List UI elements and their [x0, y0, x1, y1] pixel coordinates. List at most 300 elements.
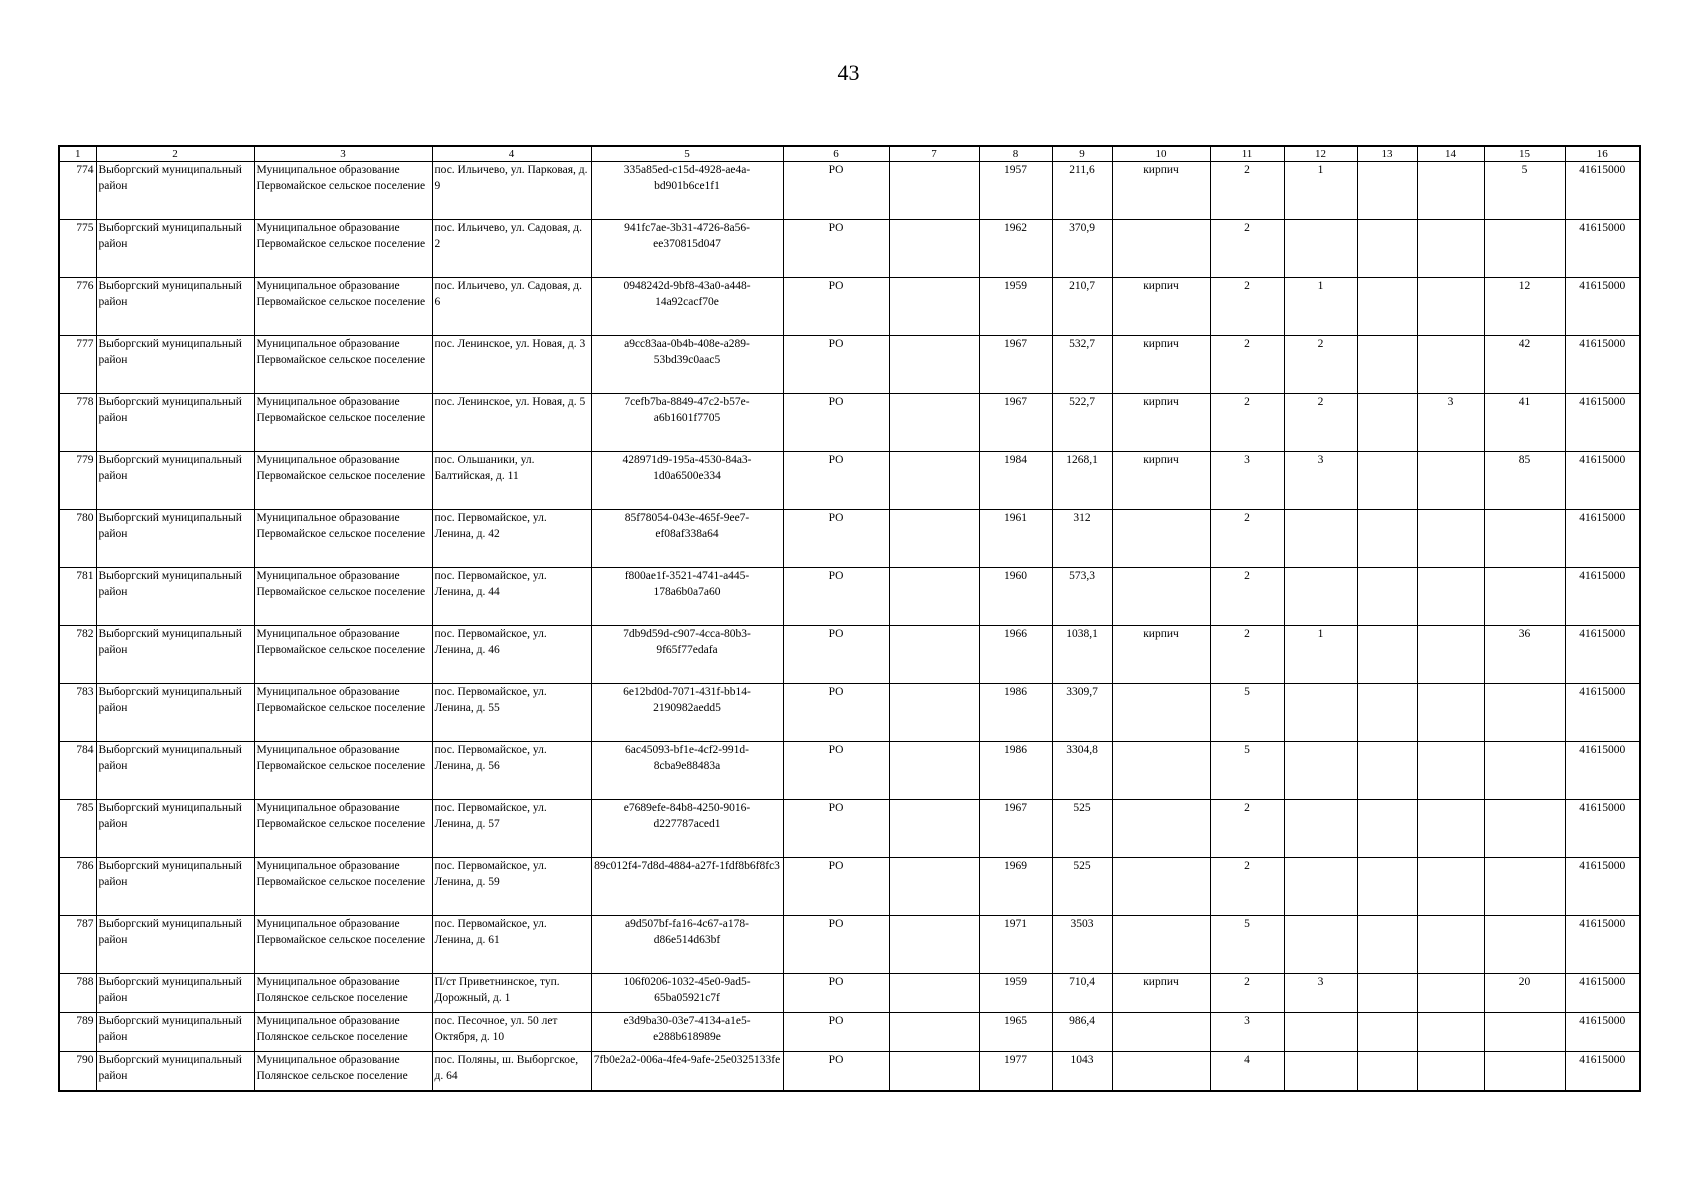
- cell-col-3: Муниципальное образование Первомайское сельское поселение: [254, 742, 432, 800]
- cell-col-13: [1357, 336, 1417, 394]
- cell-col-6: РО: [783, 336, 889, 394]
- column-header-6: 6: [783, 146, 889, 162]
- cell-col-7: [889, 974, 979, 1013]
- cell-col-12: 1: [1284, 626, 1357, 684]
- cell-col-5: 6ac45093-bf1e-4cf2-991d-8cba9e88483a: [591, 742, 783, 800]
- cell-col-15: 20: [1484, 974, 1565, 1013]
- cell-col-13: [1357, 800, 1417, 858]
- cell-col-16: 41615000: [1565, 278, 1640, 336]
- cell-col-5: 7db9d59d-c907-4cca-80b3-9f65f77edafa: [591, 626, 783, 684]
- cell-col-4: пос. Первомайское, ул. Ленина, д. 44: [432, 568, 591, 626]
- cell-col-5: e7689efe-84b8-4250-9016-d227787aced1: [591, 800, 783, 858]
- cell-col-1: 782: [59, 626, 96, 684]
- cell-col-3: Муниципальное образование Первомайское сельское поселение: [254, 162, 432, 220]
- table-row: [59, 220, 1640, 278]
- cell-col-14: [1417, 1052, 1484, 1092]
- cell-col-1: 780: [59, 510, 96, 568]
- cell-col-4: пос. Первомайское, ул. Ленина, д. 59: [432, 858, 591, 916]
- cell-col-9: 525: [1052, 858, 1112, 916]
- housing-registry-table: [58, 145, 1641, 1092]
- cell-col-13: [1357, 858, 1417, 916]
- cell-col-14: [1417, 742, 1484, 800]
- cell-col-3: Муниципальное образование Первомайское сельское поселение: [254, 220, 432, 278]
- cell-col-2: Выборгский муниципальный район: [96, 858, 254, 916]
- cell-col-15: [1484, 1052, 1565, 1092]
- cell-col-9: 210,7: [1052, 278, 1112, 336]
- cell-col-5: a9d507bf-fa16-4c67-a178-d86e514d63bf: [591, 916, 783, 974]
- table-row: [59, 742, 1640, 800]
- cell-col-15: 42: [1484, 336, 1565, 394]
- cell-col-3: Муниципальное образование Первомайское сельское поселение: [254, 858, 432, 916]
- cell-col-12: [1284, 568, 1357, 626]
- table-row: [59, 336, 1640, 394]
- cell-col-8: 1977: [979, 1052, 1052, 1092]
- cell-col-10: [1112, 684, 1210, 742]
- cell-col-9: 312: [1052, 510, 1112, 568]
- cell-col-8: 1959: [979, 278, 1052, 336]
- cell-col-3: Муниципальное образование Первомайское сельское поселение: [254, 394, 432, 452]
- cell-col-13: [1357, 394, 1417, 452]
- cell-col-8: 1967: [979, 800, 1052, 858]
- column-header-15: 15: [1484, 146, 1565, 162]
- cell-col-7: [889, 800, 979, 858]
- cell-col-7: [889, 394, 979, 452]
- cell-col-14: [1417, 452, 1484, 510]
- cell-col-3: Муниципальное образование Первомайское сельское поселение: [254, 568, 432, 626]
- cell-col-12: 1: [1284, 162, 1357, 220]
- cell-col-13: [1357, 278, 1417, 336]
- cell-col-13: [1357, 1013, 1417, 1052]
- cell-col-7: [889, 510, 979, 568]
- cell-col-16: 41615000: [1565, 858, 1640, 916]
- table-body: [59, 162, 1640, 1092]
- cell-col-16: 41615000: [1565, 568, 1640, 626]
- column-header-10: 10: [1112, 146, 1210, 162]
- cell-col-7: [889, 452, 979, 510]
- cell-col-3: Муниципальное образование Полянское сельское поселение: [254, 974, 432, 1013]
- cell-col-5: a9cc83aa-0b4b-408e-a289-53bd39c0aac5: [591, 336, 783, 394]
- cell-col-13: [1357, 510, 1417, 568]
- cell-col-9: 211,6: [1052, 162, 1112, 220]
- cell-col-4: пос. Первомайское, ул. Ленина, д. 55: [432, 684, 591, 742]
- cell-col-14: 3: [1417, 394, 1484, 452]
- cell-col-7: [889, 742, 979, 800]
- cell-col-10: [1112, 916, 1210, 974]
- cell-col-4: пос. Ильичево, ул. Парковая, д. 9: [432, 162, 591, 220]
- cell-col-1: 783: [59, 684, 96, 742]
- cell-col-13: [1357, 974, 1417, 1013]
- column-header-12: 12: [1284, 146, 1357, 162]
- cell-col-5: 335a85ed-c15d-4928-ae4a-bd901b6ce1f1: [591, 162, 783, 220]
- cell-col-2: Выборгский муниципальный район: [96, 1013, 254, 1052]
- cell-col-6: РО: [783, 1013, 889, 1052]
- cell-col-11: 5: [1210, 742, 1284, 800]
- cell-col-6: РО: [783, 626, 889, 684]
- cell-col-8: 1969: [979, 858, 1052, 916]
- cell-col-7: [889, 162, 979, 220]
- cell-col-16: 41615000: [1565, 742, 1640, 800]
- cell-col-12: 2: [1284, 336, 1357, 394]
- cell-col-1: 784: [59, 742, 96, 800]
- cell-col-10: кирпич: [1112, 394, 1210, 452]
- cell-col-10: кирпич: [1112, 278, 1210, 336]
- column-header-11: 11: [1210, 146, 1284, 162]
- cell-col-15: 5: [1484, 162, 1565, 220]
- cell-col-7: [889, 1052, 979, 1092]
- cell-col-9: 370,9: [1052, 220, 1112, 278]
- column-header-13: 13: [1357, 146, 1417, 162]
- cell-col-8: 1967: [979, 394, 1052, 452]
- cell-col-12: 1: [1284, 278, 1357, 336]
- cell-col-3: Муниципальное образование Полянское сельское поселение: [254, 1013, 432, 1052]
- cell-col-4: пос. Первомайское, ул. Ленина, д. 61: [432, 916, 591, 974]
- cell-col-5: e3d9ba30-03e7-4134-a1e5-e288b618989e: [591, 1013, 783, 1052]
- cell-col-12: [1284, 916, 1357, 974]
- cell-col-6: РО: [783, 162, 889, 220]
- cell-col-11: 4: [1210, 1052, 1284, 1092]
- cell-col-15: [1484, 1013, 1565, 1052]
- cell-col-11: 2: [1210, 974, 1284, 1013]
- cell-col-11: 2: [1210, 568, 1284, 626]
- cell-col-3: Муниципальное образование Первомайское сельское поселение: [254, 336, 432, 394]
- cell-col-4: пос. Ольшаники, ул. Балтийская, д. 11: [432, 452, 591, 510]
- cell-col-2: Выборгский муниципальный район: [96, 626, 254, 684]
- cell-col-12: [1284, 1013, 1357, 1052]
- column-header-8: 8: [979, 146, 1052, 162]
- cell-col-2: Выборгский муниципальный район: [96, 684, 254, 742]
- table-row: [59, 162, 1640, 220]
- cell-col-10: [1112, 220, 1210, 278]
- cell-col-16: 41615000: [1565, 510, 1640, 568]
- cell-col-12: [1284, 1052, 1357, 1092]
- table-row: [59, 568, 1640, 626]
- cell-col-2: Выборгский муниципальный район: [96, 568, 254, 626]
- cell-col-4: пос. Ильичево, ул. Садовая, д. 2: [432, 220, 591, 278]
- cell-col-9: 522,7: [1052, 394, 1112, 452]
- cell-col-6: РО: [783, 916, 889, 974]
- cell-col-1: 789: [59, 1013, 96, 1052]
- cell-col-2: Выборгский муниципальный район: [96, 916, 254, 974]
- cell-col-9: 573,3: [1052, 568, 1112, 626]
- cell-col-2: Выборгский муниципальный район: [96, 278, 254, 336]
- column-header-5: 5: [591, 146, 783, 162]
- cell-col-13: [1357, 1052, 1417, 1092]
- cell-col-2: Выборгский муниципальный район: [96, 1052, 254, 1092]
- cell-col-12: [1284, 220, 1357, 278]
- column-header-2: 2: [96, 146, 254, 162]
- table-row: [59, 452, 1640, 510]
- cell-col-10: [1112, 800, 1210, 858]
- cell-col-12: 3: [1284, 452, 1357, 510]
- cell-col-13: [1357, 568, 1417, 626]
- cell-col-1: 776: [59, 278, 96, 336]
- cell-col-2: Выборгский муниципальный район: [96, 742, 254, 800]
- cell-col-14: [1417, 162, 1484, 220]
- cell-col-14: [1417, 278, 1484, 336]
- cell-col-11: 5: [1210, 916, 1284, 974]
- cell-col-5: f800ae1f-3521-4741-a445-178a6b0a7a60: [591, 568, 783, 626]
- cell-col-5: 89c012f4-7d8d-4884-a27f-1fdf8b6f8fc3: [591, 858, 783, 916]
- cell-col-16: 41615000: [1565, 626, 1640, 684]
- cell-col-3: Муниципальное образование Первомайское сельское поселение: [254, 452, 432, 510]
- cell-col-7: [889, 684, 979, 742]
- cell-col-8: 1962: [979, 220, 1052, 278]
- cell-col-11: 2: [1210, 858, 1284, 916]
- cell-col-10: [1112, 568, 1210, 626]
- cell-col-15: [1484, 220, 1565, 278]
- cell-col-15: [1484, 510, 1565, 568]
- cell-col-9: 1043: [1052, 1052, 1112, 1092]
- cell-col-11: 2: [1210, 336, 1284, 394]
- column-header-16: 16: [1565, 146, 1640, 162]
- cell-col-5: 0948242d-9bf8-43a0-a448-14a92cacf70e: [591, 278, 783, 336]
- cell-col-13: [1357, 916, 1417, 974]
- cell-col-15: [1484, 568, 1565, 626]
- cell-col-5: 7fb0e2a2-006a-4fe4-9afe-25e0325133fe: [591, 1052, 783, 1092]
- cell-col-8: 1971: [979, 916, 1052, 974]
- cell-col-12: [1284, 742, 1357, 800]
- cell-col-1: 790: [59, 1052, 96, 1092]
- table-row: [59, 626, 1640, 684]
- cell-col-2: Выборгский муниципальный район: [96, 974, 254, 1013]
- table-row: [59, 394, 1640, 452]
- cell-col-5: 7cefb7ba-8849-47c2-b57e-a6b1601f7705: [591, 394, 783, 452]
- cell-col-13: [1357, 162, 1417, 220]
- cell-col-6: РО: [783, 452, 889, 510]
- cell-col-14: [1417, 220, 1484, 278]
- cell-col-14: [1417, 684, 1484, 742]
- cell-col-1: 779: [59, 452, 96, 510]
- cell-col-9: 525: [1052, 800, 1112, 858]
- cell-col-12: 3: [1284, 974, 1357, 1013]
- column-header-7: 7: [889, 146, 979, 162]
- cell-col-1: 778: [59, 394, 96, 452]
- cell-col-12: [1284, 510, 1357, 568]
- cell-col-16: 41615000: [1565, 684, 1640, 742]
- cell-col-12: 2: [1284, 394, 1357, 452]
- cell-col-4: пос. Ленинское, ул. Новая, д. 5: [432, 394, 591, 452]
- cell-col-6: РО: [783, 858, 889, 916]
- table-row: [59, 974, 1640, 1013]
- cell-col-15: [1484, 742, 1565, 800]
- cell-col-10: [1112, 742, 1210, 800]
- cell-col-7: [889, 626, 979, 684]
- cell-col-2: Выборгский муниципальный район: [96, 394, 254, 452]
- cell-col-2: Выборгский муниципальный район: [96, 800, 254, 858]
- cell-col-6: РО: [783, 510, 889, 568]
- cell-col-13: [1357, 742, 1417, 800]
- cell-col-3: Муниципальное образование Первомайское сельское поселение: [254, 626, 432, 684]
- cell-col-11: 2: [1210, 220, 1284, 278]
- cell-col-5: 428971d9-195a-4530-84a3-1d0a6500e334: [591, 452, 783, 510]
- cell-col-16: 41615000: [1565, 800, 1640, 858]
- cell-col-4: П/ст Приветнинское, туп. Дорожный, д. 1: [432, 974, 591, 1013]
- cell-col-4: пос. Первомайское, ул. Ленина, д. 42: [432, 510, 591, 568]
- cell-col-10: [1112, 1052, 1210, 1092]
- cell-col-10: кирпич: [1112, 626, 1210, 684]
- cell-col-1: 781: [59, 568, 96, 626]
- cell-col-4: пос. Первомайское, ул. Ленина, д. 56: [432, 742, 591, 800]
- cell-col-1: 777: [59, 336, 96, 394]
- column-header-14: 14: [1417, 146, 1484, 162]
- cell-col-14: [1417, 800, 1484, 858]
- cell-col-1: 786: [59, 858, 96, 916]
- cell-col-13: [1357, 626, 1417, 684]
- cell-col-8: 1961: [979, 510, 1052, 568]
- cell-col-6: РО: [783, 742, 889, 800]
- cell-col-12: [1284, 858, 1357, 916]
- cell-col-16: 41615000: [1565, 974, 1640, 1013]
- column-header-4: 4: [432, 146, 591, 162]
- cell-col-4: пос. Ленинское, ул. Новая, д. 3: [432, 336, 591, 394]
- table-row: [59, 800, 1640, 858]
- cell-col-8: 1965: [979, 1013, 1052, 1052]
- cell-col-1: 787: [59, 916, 96, 974]
- cell-col-11: 2: [1210, 394, 1284, 452]
- cell-col-11: 2: [1210, 626, 1284, 684]
- cell-col-8: 1957: [979, 162, 1052, 220]
- cell-col-1: 785: [59, 800, 96, 858]
- cell-col-1: 774: [59, 162, 96, 220]
- cell-col-8: 1984: [979, 452, 1052, 510]
- cell-col-16: 41615000: [1565, 162, 1640, 220]
- cell-col-2: Выборгский муниципальный район: [96, 162, 254, 220]
- cell-col-14: [1417, 626, 1484, 684]
- cell-col-15: [1484, 858, 1565, 916]
- cell-col-8: 1986: [979, 684, 1052, 742]
- cell-col-8: 1959: [979, 974, 1052, 1013]
- cell-col-6: РО: [783, 278, 889, 336]
- cell-col-3: Муниципальное образование Полянское сельское поселение: [254, 1052, 432, 1092]
- cell-col-14: [1417, 510, 1484, 568]
- cell-col-11: 5: [1210, 684, 1284, 742]
- column-header-9: 9: [1052, 146, 1112, 162]
- cell-col-15: 12: [1484, 278, 1565, 336]
- cell-col-14: [1417, 858, 1484, 916]
- cell-col-10: [1112, 510, 1210, 568]
- cell-col-4: пос. Первомайское, ул. Ленина, д. 57: [432, 800, 591, 858]
- cell-col-16: 41615000: [1565, 220, 1640, 278]
- cell-col-7: [889, 220, 979, 278]
- column-header-3: 3: [254, 146, 432, 162]
- cell-col-6: РО: [783, 800, 889, 858]
- cell-col-6: РО: [783, 220, 889, 278]
- cell-col-4: пос. Ильичево, ул. Садовая, д. 6: [432, 278, 591, 336]
- cell-col-4: пос. Первомайское, ул. Ленина, д. 46: [432, 626, 591, 684]
- cell-col-9: 986,4: [1052, 1013, 1112, 1052]
- cell-col-1: 788: [59, 974, 96, 1013]
- cell-col-6: РО: [783, 394, 889, 452]
- cell-col-2: Выборгский муниципальный район: [96, 452, 254, 510]
- cell-col-10: кирпич: [1112, 974, 1210, 1013]
- cell-col-12: [1284, 684, 1357, 742]
- cell-col-11: 2: [1210, 510, 1284, 568]
- table-row: [59, 916, 1640, 974]
- cell-col-3: Муниципальное образование Первомайское сельское поселение: [254, 684, 432, 742]
- cell-col-5: 85f78054-043e-465f-9ee7-ef08af338a64: [591, 510, 783, 568]
- cell-col-14: [1417, 974, 1484, 1013]
- cell-col-15: 36: [1484, 626, 1565, 684]
- cell-col-16: 41615000: [1565, 1013, 1640, 1052]
- cell-col-7: [889, 278, 979, 336]
- cell-col-11: 2: [1210, 800, 1284, 858]
- cell-col-16: 41615000: [1565, 1052, 1640, 1092]
- cell-col-8: 1966: [979, 626, 1052, 684]
- cell-col-3: Муниципальное образование Первомайское сельское поселение: [254, 800, 432, 858]
- cell-col-15: 41: [1484, 394, 1565, 452]
- cell-col-9: 1038,1: [1052, 626, 1112, 684]
- table-row: [59, 510, 1640, 568]
- cell-col-9: 3503: [1052, 916, 1112, 974]
- cell-col-10: кирпич: [1112, 336, 1210, 394]
- cell-col-8: 1986: [979, 742, 1052, 800]
- table-row: [59, 1013, 1640, 1052]
- column-header-1: 1: [59, 146, 96, 162]
- cell-col-14: [1417, 336, 1484, 394]
- cell-col-15: [1484, 916, 1565, 974]
- cell-col-13: [1357, 452, 1417, 510]
- cell-col-5: 106f0206-1032-45e0-9ad5-65ba05921c7f: [591, 974, 783, 1013]
- cell-col-13: [1357, 684, 1417, 742]
- cell-col-5: 941fc7ae-3b31-4726-8a56-ee370815d047: [591, 220, 783, 278]
- cell-col-10: кирпич: [1112, 452, 1210, 510]
- cell-col-7: [889, 568, 979, 626]
- cell-col-2: Выборгский муниципальный район: [96, 510, 254, 568]
- table-row: [59, 1052, 1640, 1092]
- cell-col-9: 532,7: [1052, 336, 1112, 394]
- cell-col-9: 3304,8: [1052, 742, 1112, 800]
- cell-col-10: кирпич: [1112, 162, 1210, 220]
- cell-col-7: [889, 1013, 979, 1052]
- cell-col-7: [889, 916, 979, 974]
- cell-col-8: 1967: [979, 336, 1052, 394]
- cell-col-9: 710,4: [1052, 974, 1112, 1013]
- cell-col-2: Выборгский муниципальный район: [96, 336, 254, 394]
- cell-col-14: [1417, 916, 1484, 974]
- cell-col-7: [889, 336, 979, 394]
- cell-col-14: [1417, 1013, 1484, 1052]
- cell-col-5: 6e12bd0d-7071-431f-bb14-2190982aedd5: [591, 684, 783, 742]
- cell-col-13: [1357, 220, 1417, 278]
- cell-col-10: [1112, 858, 1210, 916]
- cell-col-16: 41615000: [1565, 452, 1640, 510]
- cell-col-15: 85: [1484, 452, 1565, 510]
- cell-col-12: [1284, 800, 1357, 858]
- cell-col-9: 1268,1: [1052, 452, 1112, 510]
- cell-col-10: [1112, 1013, 1210, 1052]
- cell-col-16: 41615000: [1565, 394, 1640, 452]
- cell-col-16: 41615000: [1565, 916, 1640, 974]
- cell-col-4: пос. Поляны, ш. Выборгское, д. 64: [432, 1052, 591, 1092]
- cell-col-6: РО: [783, 1052, 889, 1092]
- cell-col-6: РО: [783, 684, 889, 742]
- cell-col-1: 775: [59, 220, 96, 278]
- table-row: [59, 278, 1640, 336]
- cell-col-2: Выборгский муниципальный район: [96, 220, 254, 278]
- cell-col-6: РО: [783, 568, 889, 626]
- cell-col-11: 2: [1210, 162, 1284, 220]
- cell-col-3: Муниципальное образование Первомайское сельское поселение: [254, 916, 432, 974]
- cell-col-15: [1484, 684, 1565, 742]
- cell-col-3: Муниципальное образование Первомайское сельское поселение: [254, 278, 432, 336]
- table-row: [59, 684, 1640, 742]
- cell-col-4: пос. Песочное, ул. 50 лет Октября, д. 10: [432, 1013, 591, 1052]
- table-row: [59, 858, 1640, 916]
- cell-col-11: 3: [1210, 1013, 1284, 1052]
- cell-col-15: [1484, 800, 1565, 858]
- cell-col-11: 3: [1210, 452, 1284, 510]
- cell-col-11: 2: [1210, 278, 1284, 336]
